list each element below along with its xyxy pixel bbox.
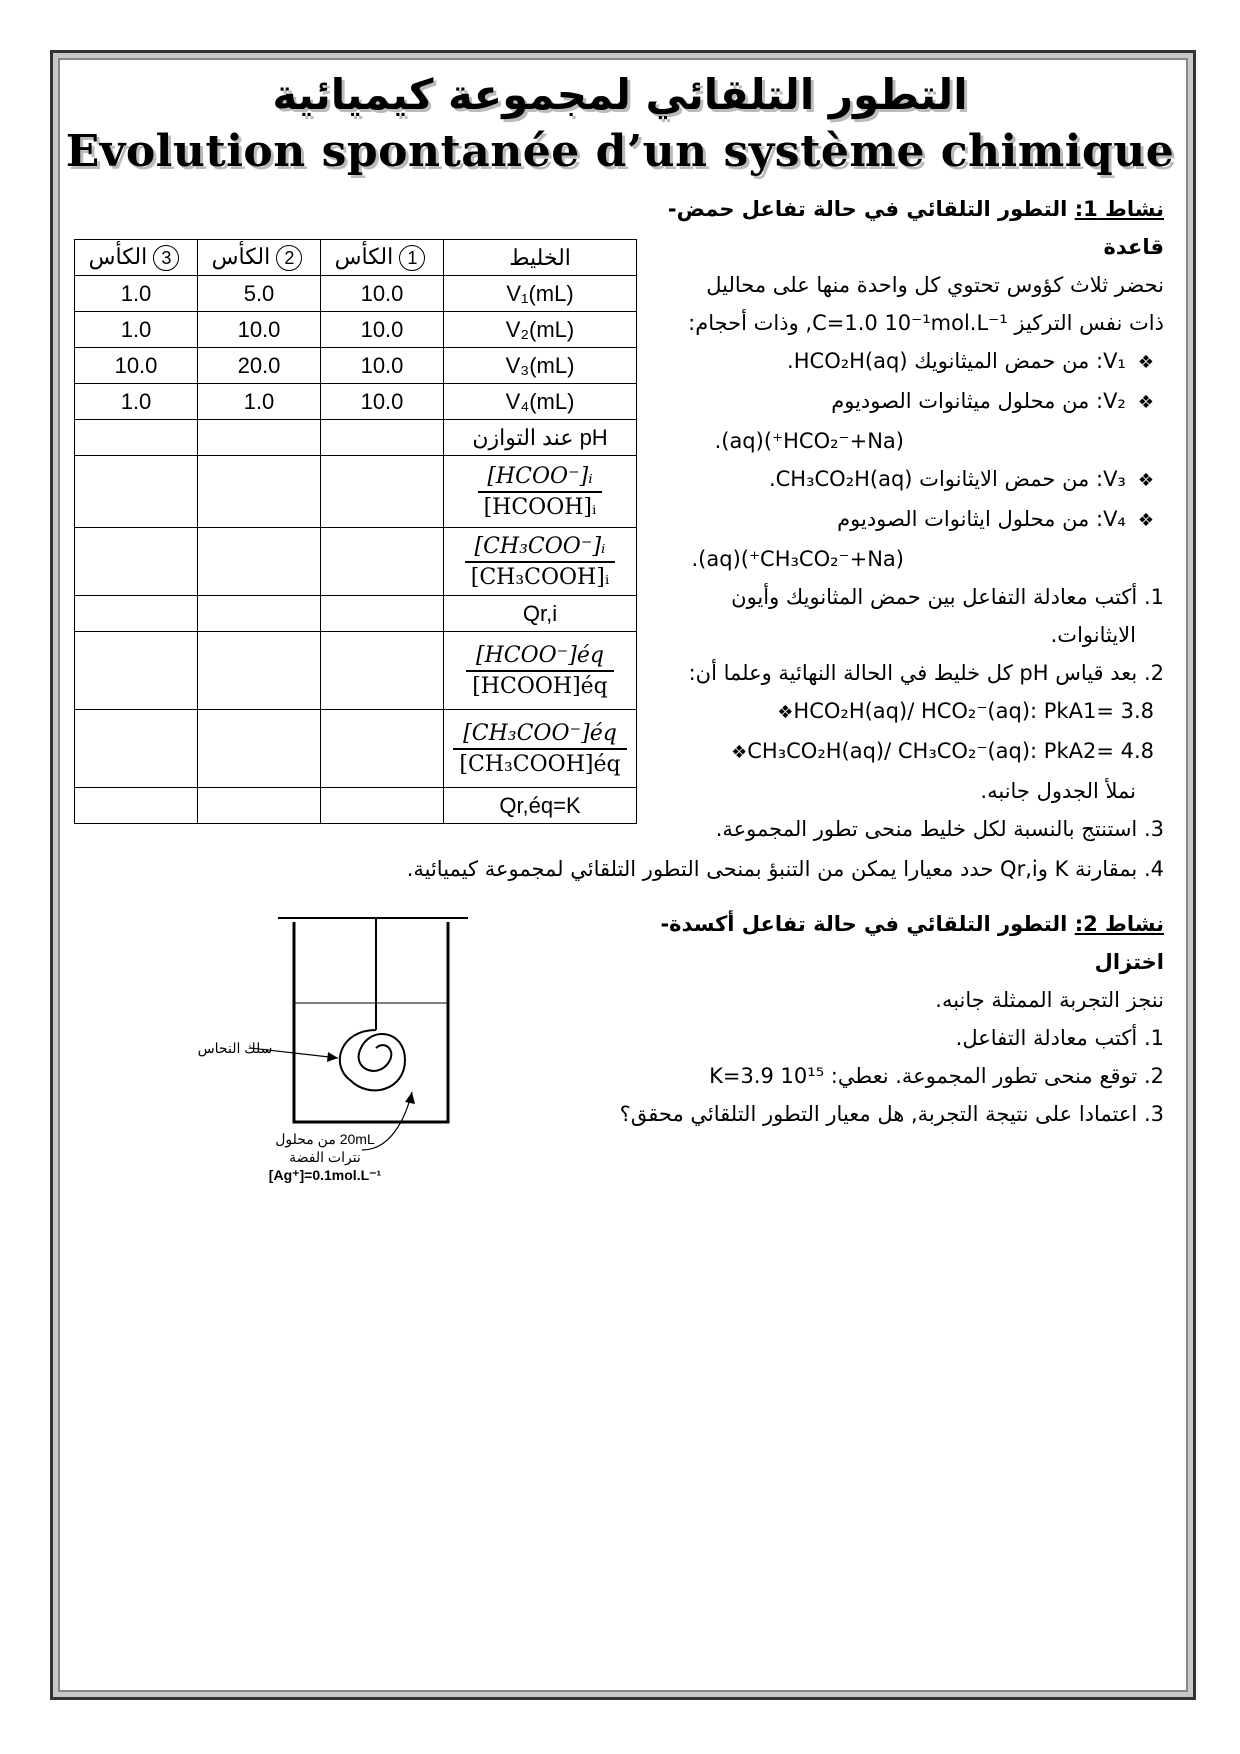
question-2: 2. بعد قياس pH كل خليط في الحالة النهائية وعلما أن: <box>688 661 1164 685</box>
fraction-denominator: [CH₃COOH]éq <box>459 751 621 777</box>
solution-label <box>250 1130 400 1184</box>
empty-cell <box>75 788 198 824</box>
question-1-cont: الايثانوات. <box>1050 623 1136 647</box>
row-label-qri: Qr,i <box>444 596 637 632</box>
empty-cell <box>321 456 444 528</box>
empty-cell <box>321 528 444 596</box>
activity2-question-1: 1. أكتب معادلة التفاعل. <box>955 1026 1164 1050</box>
fraction <box>465 534 616 590</box>
table-cell: 10.0 <box>198 312 321 348</box>
activity1-intro2: ذات نفس التركيز C=1.0 10⁻¹mol.L⁻¹, وذات أحجام: <box>688 311 1164 335</box>
table-row <box>75 348 637 384</box>
bullet-v2 <box>644 382 1164 422</box>
table-row <box>75 384 637 420</box>
beaker-figure <box>190 900 490 1204</box>
row-label-ph: pH عند التوازن <box>444 420 637 456</box>
table-cell: 1.0 <box>75 384 198 420</box>
table-cell: 10.0 <box>321 384 444 420</box>
bullet-v1 <box>644 342 1164 382</box>
empty-cell <box>75 420 198 456</box>
activity1-heading-text: التطور التلقائي في حالة تفاعل حمض-قاعدة <box>667 197 1164 259</box>
activity2-heading-text: التطور التلقائي في حالة تفاعل أكسدة-اختزال <box>660 912 1164 974</box>
cup-number-badge: 2 <box>276 245 302 271</box>
row-label-ratio-ch3coo-eq <box>444 710 637 788</box>
empty-cell <box>75 596 198 632</box>
pka1 <box>644 692 1164 732</box>
row-label-ratio-ch3coo-initial <box>444 528 637 596</box>
activity2-intro: ننجز التجربة الممثلة جانبه. <box>935 988 1164 1012</box>
activity2-label: نشاط 2: <box>1074 912 1164 936</box>
bullet-v2-species: (HCO₂⁻+Na⁺)(aq). <box>714 429 904 453</box>
bullet-v3-text: V₃: من حمض الايثانوات CH₃CO₂H(aq). <box>768 467 1126 491</box>
copper-wire-coil <box>340 918 405 1090</box>
table-row <box>75 528 637 596</box>
header-cup-3 <box>75 240 198 276</box>
table-row <box>75 632 637 710</box>
fraction-numerator: [CH₃COO⁻]éq <box>453 721 626 750</box>
table-row <box>75 788 637 824</box>
bullet-v4 <box>644 500 1164 540</box>
header-cup-1 <box>321 240 444 276</box>
table-cell: 10.0 <box>321 348 444 384</box>
fraction-denominator: [HCOOH]ᵢ <box>483 494 597 520</box>
empty-cell <box>75 710 198 788</box>
header-mixture: الخليط <box>444 240 637 276</box>
table-row <box>75 596 637 632</box>
activity2-question-2: 2. توقع منحى تطور المجموعة. نعطي: K=3.9 10¹⁵ <box>709 1064 1164 1088</box>
bullet-v4-species: (CH₃CO₂⁻+Na⁺)(aq). <box>691 547 904 571</box>
empty-cell <box>75 456 198 528</box>
table-cell: 1.0 <box>198 384 321 420</box>
table-cell: 10.0 <box>321 312 444 348</box>
table-row <box>75 276 637 312</box>
activity1-text <box>644 190 1164 848</box>
table-row <box>75 456 637 528</box>
mixture-table <box>74 239 637 824</box>
header-cup-2 <box>198 240 321 276</box>
empty-cell <box>321 632 444 710</box>
empty-cell <box>198 710 321 788</box>
row-label-qreq: Qr,éq=K <box>444 788 637 824</box>
empty-cell <box>198 596 321 632</box>
fraction <box>478 464 603 520</box>
table-header-row <box>75 240 637 276</box>
pka2-text: CH₃CO₂H(aq)/ CH₃CO₂⁻(aq): PkA2= 4.8 <box>747 739 1154 763</box>
cup-number-badge: 3 <box>153 245 179 271</box>
table-cell: 5.0 <box>198 276 321 312</box>
empty-cell <box>321 710 444 788</box>
empty-cell <box>321 420 444 456</box>
fraction-denominator: [CH₃COOH]ᵢ <box>470 564 610 590</box>
empty-cell <box>198 632 321 710</box>
row-label: V₂(mL) <box>444 312 637 348</box>
arrow-head-icon <box>405 1092 415 1104</box>
empty-cell <box>198 788 321 824</box>
arrow-head-icon <box>327 1052 338 1062</box>
row-label: V₃(mL) <box>444 348 637 384</box>
empty-cell <box>198 420 321 456</box>
cup-number-badge: 1 <box>399 245 425 271</box>
fraction <box>453 721 626 777</box>
activity1-label: نشاط 1: <box>1074 197 1164 221</box>
table-cell: 20.0 <box>198 348 321 384</box>
table-cell: 1.0 <box>75 276 198 312</box>
empty-cell <box>321 788 444 824</box>
row-label: V₄(mL) <box>444 384 637 420</box>
fraction-numerator: [HCOO⁻]ᵢ <box>478 464 603 493</box>
table-row <box>75 420 637 456</box>
fraction-numerator: [HCOO⁻]éq <box>466 643 614 672</box>
table-row <box>75 312 637 348</box>
empty-cell <box>198 456 321 528</box>
beaker-outline <box>294 922 448 1122</box>
fraction-denominator: [HCOOH]éq <box>472 673 608 699</box>
wire-label: سلك النحاس <box>197 1040 273 1056</box>
question-2-cont: نملأ الجدول جانبه. <box>980 779 1136 803</box>
activity1-intro1: نحضر ثلاث كؤوس تحتوي كل واحدة منها على محاليل <box>706 273 1164 297</box>
header-cup-label: الكأس <box>334 244 394 269</box>
question-4: 4. بمقارنة K وQr,i حدد معيارا يمكن من التنبؤ بمنحى التطور التلقائي لمجموعة كيميائية. <box>406 857 1164 881</box>
bullet-v4-text: V₄: من محلول ايثانوات الصوديوم <box>837 507 1126 531</box>
row-label-ratio-hcoo-initial <box>444 456 637 528</box>
bullet-v3 <box>644 460 1164 500</box>
page-title-arabic: التطور التلقائي لمجموعة كيميائية <box>272 70 968 119</box>
header-cup-label: الكأس <box>88 244 148 269</box>
question-1: 1. أكتب معادلة التفاعل بين حمض المثانويك وأيون <box>731 585 1164 609</box>
page-title-french: Evolution spontanée d’un système chimique <box>65 126 1175 177</box>
question-3: 3. استنتج بالنسبة لكل خليط منحى تطور المجموعة. <box>715 817 1164 841</box>
activity2-text <box>604 905 1164 1133</box>
pka2 <box>644 732 1164 772</box>
empty-cell <box>75 632 198 710</box>
bullet-v1-text: V₁: من حمض الميثانويك HCO₂H(aq). <box>787 349 1126 373</box>
activity2-heading <box>604 905 1164 981</box>
solution-label-line3: [Ag⁺]=0.1mol.L⁻¹ <box>268 1167 382 1183</box>
activity2-question-3: 3. اعتمادا على نتيجة التجربة, هل معيار التطور التلقائي محقق؟ <box>619 1102 1164 1126</box>
table-row <box>75 710 637 788</box>
empty-cell <box>75 528 198 596</box>
pka1-text: HCO₂H(aq)/ HCO₂⁻(aq): PkA1= 3.8 <box>793 699 1154 723</box>
row-label: V₁(mL) <box>444 276 637 312</box>
solution-label-line2: نترات الفضة <box>289 1149 361 1165</box>
empty-cell <box>321 596 444 632</box>
row-label-ratio-hcoo-eq <box>444 632 637 710</box>
table-cell: 1.0 <box>75 312 198 348</box>
bullet-v2-text: V₂: من محلول ميثانوات الصوديوم <box>831 389 1126 413</box>
activity1-heading <box>644 190 1164 266</box>
solution-label-line1: 20mL من محلول <box>275 1131 375 1147</box>
empty-cell <box>198 528 321 596</box>
fraction-numerator: [CH₃COO⁻]ᵢ <box>465 534 616 563</box>
header-cup-label: الكأس <box>211 244 271 269</box>
fraction <box>466 643 614 699</box>
table-cell: 10.0 <box>75 348 198 384</box>
table-cell: 10.0 <box>321 276 444 312</box>
